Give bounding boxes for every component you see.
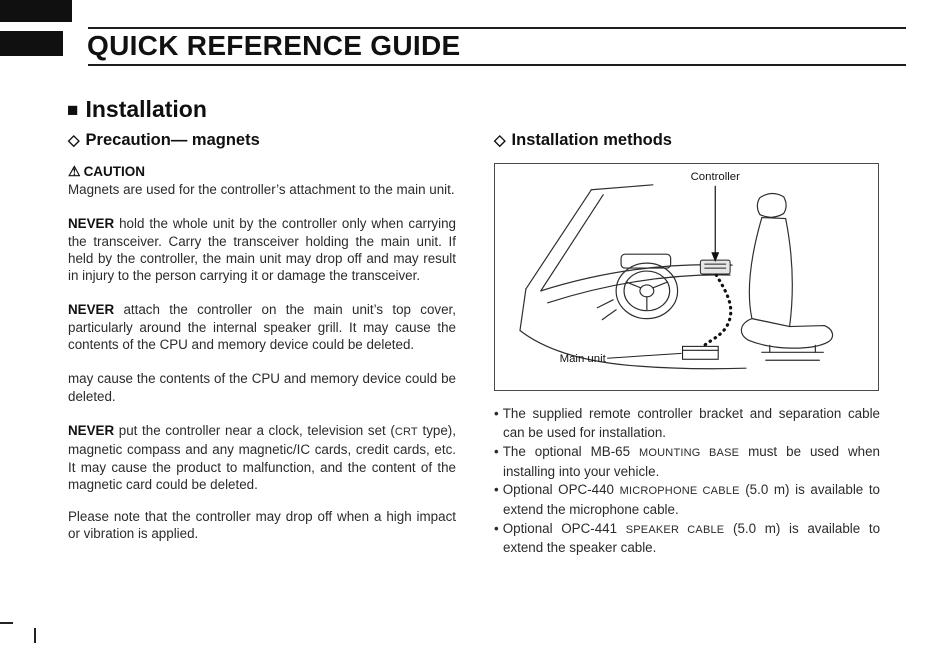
list-item-text: (5.0 m) is available to extend the speaker cable. [503, 520, 881, 556]
paragraph-cpu-memory [68, 370, 456, 407]
list-item-text: The supplied remote controller bracket and separation cable can be used for installation. [502, 406, 880, 440]
paragraph-lead: NEVER [68, 216, 115, 232]
bullet-icon: • [494, 444, 499, 460]
paragraph-text: attach the controller on the main unit’s top cover, particularly around the internal speaker grill. It may cause the contents of the CPU and memory device could be deleted. [68, 302, 456, 353]
list-item-text: Optional OPC-441 [502, 520, 626, 536]
paragraph-text: type), magnetic compass and any magnetic/IC cards, credit cards, etc. It may cause the product to malfunction, and the content of the magnetic card could be deleted. [68, 422, 456, 492]
precaution-heading-label: Precaution— magnets [85, 131, 260, 149]
installation-notes-list [494, 405, 880, 558]
list-item-text: The optional MB-65 [502, 444, 640, 460]
print-tab-mark-top [0, 0, 72, 22]
paragraph-text: put the controller near a clock, television set ( [114, 422, 395, 438]
page-title: QUICK REFERENCE GUIDE [87, 30, 461, 61]
footer-tick-mark [34, 628, 36, 643]
car-illustration [495, 164, 878, 390]
caution-label [68, 163, 456, 180]
paragraph-lead: NEVER [68, 422, 115, 438]
paragraph-text: hold the whole unit by the controller only when carrying the transceiver. Carry the transceiver holding the main unit. If held by the controller, the main unit may drop off and may result in injury to the person carrying it or damage the transceiver. [68, 216, 456, 284]
header-top-rule [88, 27, 906, 29]
paragraph-please-note [68, 508, 456, 545]
installation-figure [494, 163, 879, 391]
bullet-icon: • [494, 482, 499, 498]
car-line-art [520, 185, 833, 369]
paragraph-text: may cause the contents of the CPU and memory device could be deleted. [68, 371, 456, 404]
left-column [68, 131, 456, 560]
list-item-smallcaps: SPEAKER CABLE [625, 523, 725, 536]
warning-icon: ⚠ [68, 163, 81, 179]
list-item [494, 520, 880, 558]
paragraph-never-hold [68, 215, 456, 286]
paragraph-text: Magnets are used for the controller’s attachment to the main unit. [68, 182, 455, 197]
list-item-text: must be used when installing into your vehicle. [503, 444, 880, 479]
controller-unit [700, 260, 730, 274]
paragraph-text: Please note that the controller may drop off when a high impact or vibration is applied. [68, 509, 456, 542]
right-column [494, 131, 880, 558]
list-item [494, 405, 880, 443]
bullet-icon: • [494, 406, 499, 421]
section-title: Installation [85, 96, 207, 122]
list-item-text: Optional OPC-440 [502, 482, 620, 498]
list-item-smallcaps: MOUNTING BASE [639, 447, 740, 460]
list-item-smallcaps: MICROPHONE CABLE [619, 485, 740, 498]
paragraph-lead: NEVER [68, 302, 115, 318]
header-bottom-rule [88, 64, 906, 66]
installation-methods-heading [494, 131, 880, 150]
main-unit-leader-line [607, 353, 681, 358]
list-item-text: (5.0 m) is available to extend the microphone cable. [503, 482, 881, 517]
separation-cable-dotted-line [703, 275, 730, 346]
diamond-icon: ◇ [68, 132, 80, 149]
caution-text: CAUTION [83, 164, 146, 179]
main-unit-label: Main unit [559, 353, 606, 366]
precaution-heading [68, 131, 456, 150]
main-unit-box [683, 346, 719, 359]
bullet-icon: • [494, 520, 499, 536]
list-item [494, 443, 880, 481]
controller-label: Controller [690, 170, 740, 183]
footer-crop-mark [0, 622, 13, 624]
list-item [494, 481, 880, 519]
paragraph-never-put [68, 422, 456, 493]
installation-methods-heading-label: Installation methods [511, 131, 672, 149]
paragraph-never-attach [68, 301, 456, 355]
diamond-icon: ◇ [494, 132, 506, 149]
square-bullet-icon: ■ [67, 100, 79, 121]
paragraph-magnets [68, 181, 456, 200]
paragraph-smallcaps: CRT [394, 425, 418, 438]
section-heading [67, 96, 207, 123]
print-tab-mark-second [0, 31, 63, 56]
